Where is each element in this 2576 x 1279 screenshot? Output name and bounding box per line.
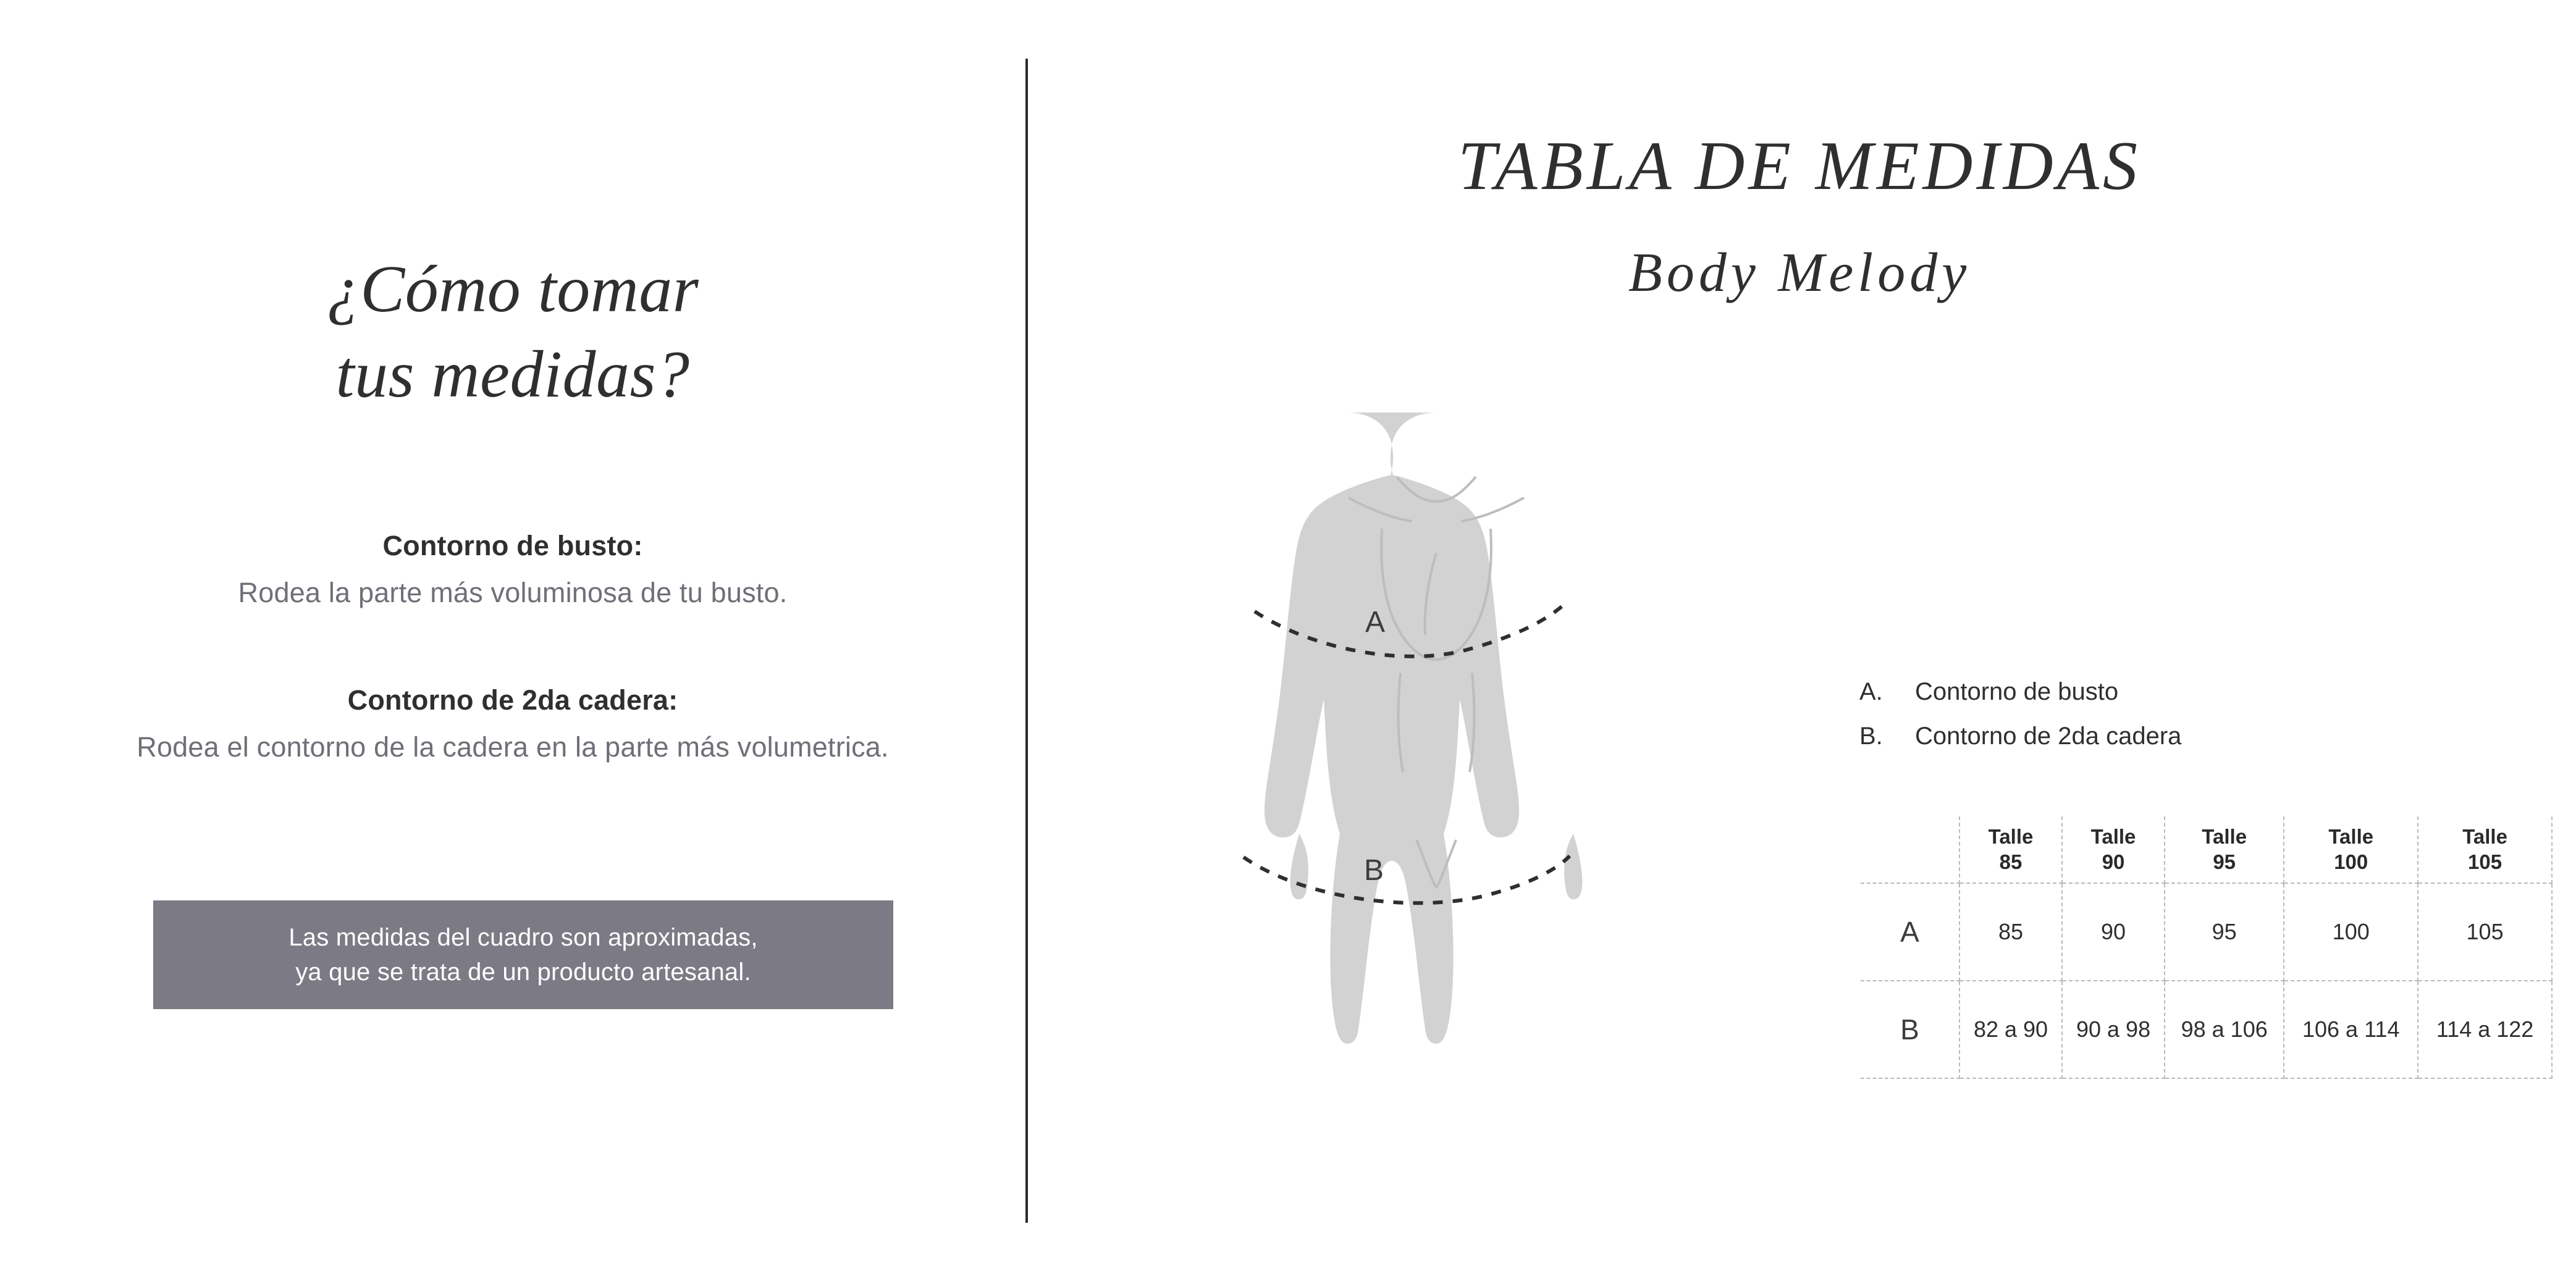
legend-text-a: Contorno de busto	[1915, 678, 2119, 705]
column-label: Talle	[1988, 825, 2034, 849]
table-cell: 98 a 106	[2165, 981, 2284, 1078]
how-to-measure-title-line1: ¿Cómo tomar	[326, 253, 699, 326]
size-chart-panel	[1025, 0, 2574, 1279]
size-measurements-table	[1861, 816, 2553, 1079]
table-column-header	[1959, 816, 2062, 883]
table-cell: 90 a 98	[2062, 981, 2165, 1078]
table-corner-cell	[1861, 816, 1959, 883]
column-value: 95	[2213, 850, 2236, 873]
table-column-header	[2284, 816, 2418, 883]
table-cell: 82 a 90	[1959, 981, 2062, 1078]
column-label: Talle	[2328, 825, 2374, 849]
column-value: 100	[2334, 850, 2368, 873]
note-line-2: ya que se trata de un producto artesanal.	[295, 958, 751, 986]
table-cell: 106 a 114	[2284, 981, 2418, 1078]
table-cell: 85	[1959, 883, 2062, 981]
how-to-measure-title-line2: tus medidas?	[335, 338, 690, 412]
measure-instruction-hip	[86, 684, 939, 767]
table-header-row	[1861, 816, 2552, 883]
measure-instruction-bust	[86, 530, 939, 613]
how-to-measure-title	[0, 247, 1025, 417]
column-label: Talle	[2462, 825, 2507, 849]
table-cell: 100	[2284, 883, 2418, 981]
measure-description-hip: Rodea el contorno de la cadera en la parte más volumetrica.	[137, 731, 889, 763]
silhouette-body	[1265, 413, 1583, 1044]
table-row	[1861, 981, 2552, 1078]
table-row	[1861, 883, 2552, 981]
body-silhouette-illustration	[1220, 408, 1652, 1136]
table-cell: 95	[2165, 883, 2284, 981]
legend-text-b: Contorno de 2da cadera	[1915, 723, 2182, 750]
label-a: A	[1365, 606, 1386, 639]
table-column-header	[2165, 816, 2284, 883]
table-column-header	[2062, 816, 2165, 883]
measurement-legend	[1859, 679, 2181, 768]
approximate-measures-note	[153, 900, 893, 1009]
column-value: 105	[2468, 850, 2502, 873]
measure-heading-bust: Contorno de busto:	[382, 530, 643, 561]
size-chart-subtitle: Body Melody	[1628, 242, 1971, 303]
measure-description-bust: Rodea la parte más voluminosa de tu busto.	[238, 577, 788, 608]
row-key-a: A	[1861, 883, 1959, 981]
table-cell: 105	[2418, 883, 2552, 981]
legend-item-b	[1859, 724, 2181, 749]
measure-heading-hip: Contorno de 2da cadera:	[347, 684, 678, 716]
table-column-header	[2418, 816, 2552, 883]
column-label: Talle	[2202, 825, 2247, 849]
legend-item-a	[1859, 679, 2181, 704]
label-b: B	[1364, 854, 1384, 887]
legend-key-b: B.	[1859, 723, 1883, 750]
how-to-measure-panel	[0, 0, 1025, 1279]
table-cell: 90	[2062, 883, 2165, 981]
size-chart-title: TABLA DE MEDIDAS	[1458, 128, 2141, 204]
row-key-b: B	[1861, 981, 1959, 1078]
table-cell: 114 a 122	[2418, 981, 2552, 1078]
legend-key-a: A.	[1859, 678, 1883, 705]
column-value: 90	[2102, 850, 2125, 873]
note-line-1: Las medidas del cuadro son aproximadas,	[288, 924, 758, 951]
column-label: Talle	[2090, 825, 2136, 849]
column-value: 85	[1999, 850, 2022, 873]
